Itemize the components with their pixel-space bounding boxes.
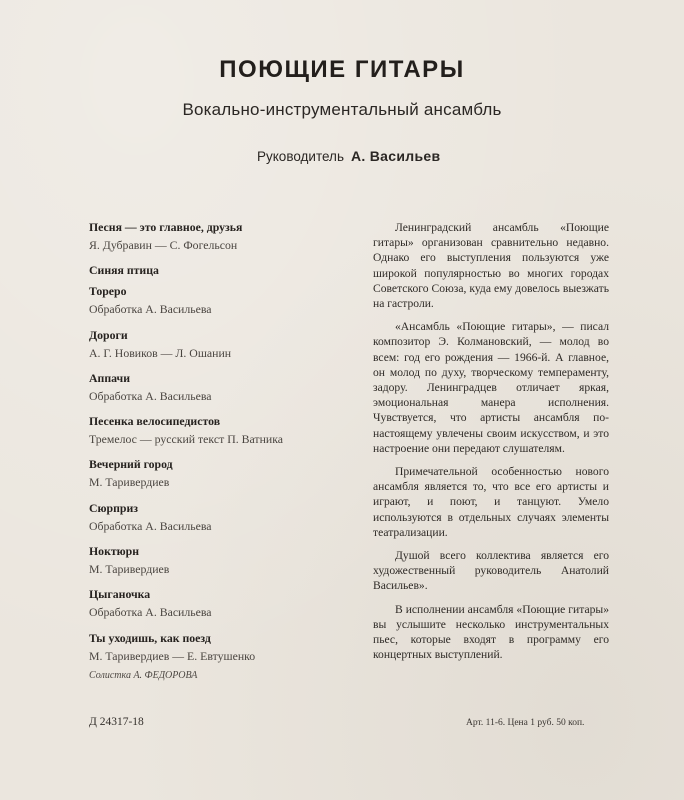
track-title: Цыганочка <box>89 587 151 602</box>
liner-paragraph: Примечательной особенностью нового ансамбля является то, что все его артисты и играют, и поют, и танцуют. Умело используются в отдельных случаях элементы театрализации. <box>373 465 609 539</box>
track-credit: Обработка А. Васильева <box>89 302 212 317</box>
track-item <box>89 328 349 371</box>
liner-paragraph: Ленинградский ансамбль «Поющие гитары» организован сравнительно недавно. Однако его выступления пользуются уже широкой популярностью во многих городах Советского Союза, куда ему довелось выезжать на гастроли. <box>373 221 609 311</box>
leader-role: Руководитель <box>257 149 344 164</box>
track-credit: М. Таривердиев <box>89 475 170 490</box>
track-item <box>89 501 349 544</box>
track-title: Ты уходишь, как поезд <box>89 630 211 645</box>
track-title: Сюрприз <box>89 500 138 515</box>
liner-paragraph: «Ансамбль «Поющие гитары», — писал композитор Э. Колмановский, — молод во всем: год его рождения — 1966-й. А главное, он молод по духу, творческому темпераменту, задору. Ленинградцев отличает яркая, эмоциональная манера исполнения. Чувствуется, что артисты ансамбля по-настоящему увлечены своим искусством, и это настроение они передают слушателям. <box>373 320 609 455</box>
track-item <box>89 631 349 674</box>
track-item <box>89 263 349 284</box>
track-title: Ноктюрн <box>89 544 140 559</box>
catalog-number: Д 24317-18 <box>89 716 144 728</box>
track-title: Синяя птица <box>89 263 159 278</box>
track-item <box>89 220 349 263</box>
track-title: Тореро <box>89 284 127 299</box>
track-credit: Обработка А. Васильева <box>89 605 212 620</box>
track-credit: М. Таривердиев — Е. Евтушенко <box>89 648 256 663</box>
leader-name: А. Васильев <box>350 148 441 164</box>
track-title: Аппачи <box>89 370 130 385</box>
track-item <box>89 371 349 414</box>
leader-line <box>257 148 440 164</box>
subtitle: Вокально-инструментальный ансамбль <box>182 100 502 119</box>
track-list <box>89 220 349 674</box>
track-credit: Я. Дубравин — С. Фогельсон <box>89 238 238 252</box>
track-credit: Тремелос — русский текст П. Ватника <box>89 432 283 447</box>
track-credit: М. Таривердиев <box>89 562 170 577</box>
page-title: ПОЮЩИЕ ГИТАРЫ <box>219 56 465 83</box>
track-credit: А. Г. Новиков — Л. Ошанин <box>89 345 232 360</box>
track-title: Песня — это главное, друзья <box>89 220 243 234</box>
liner-paragraph: В исполнении ансамбля «Поющие гитары» вы услышите несколько инструментальных пьес, которые входят в программу его концертных выступлений. <box>373 602 609 662</box>
track-credit: Обработка А. Васильева <box>89 518 212 533</box>
track-item <box>89 457 349 500</box>
soloist-credit: Солистка А. ФЕДОРОВА <box>89 670 198 681</box>
track-credit: Обработка А. Васильева <box>89 388 212 403</box>
liner-paragraph: Душой всего коллектива является его художественный руководитель Анатолий Васильев». <box>373 549 609 593</box>
track-item <box>89 544 349 587</box>
track-item <box>89 587 349 630</box>
track-title: Песенка велосипедистов <box>89 414 221 429</box>
liner-notes <box>373 220 609 670</box>
track-item <box>89 414 349 457</box>
track-title: Дороги <box>89 327 128 342</box>
track-title: Вечерний город <box>89 457 173 472</box>
price-line: Арт. 11-6. Цена 1 руб. 50 коп. <box>466 718 585 728</box>
track-item <box>89 284 349 327</box>
